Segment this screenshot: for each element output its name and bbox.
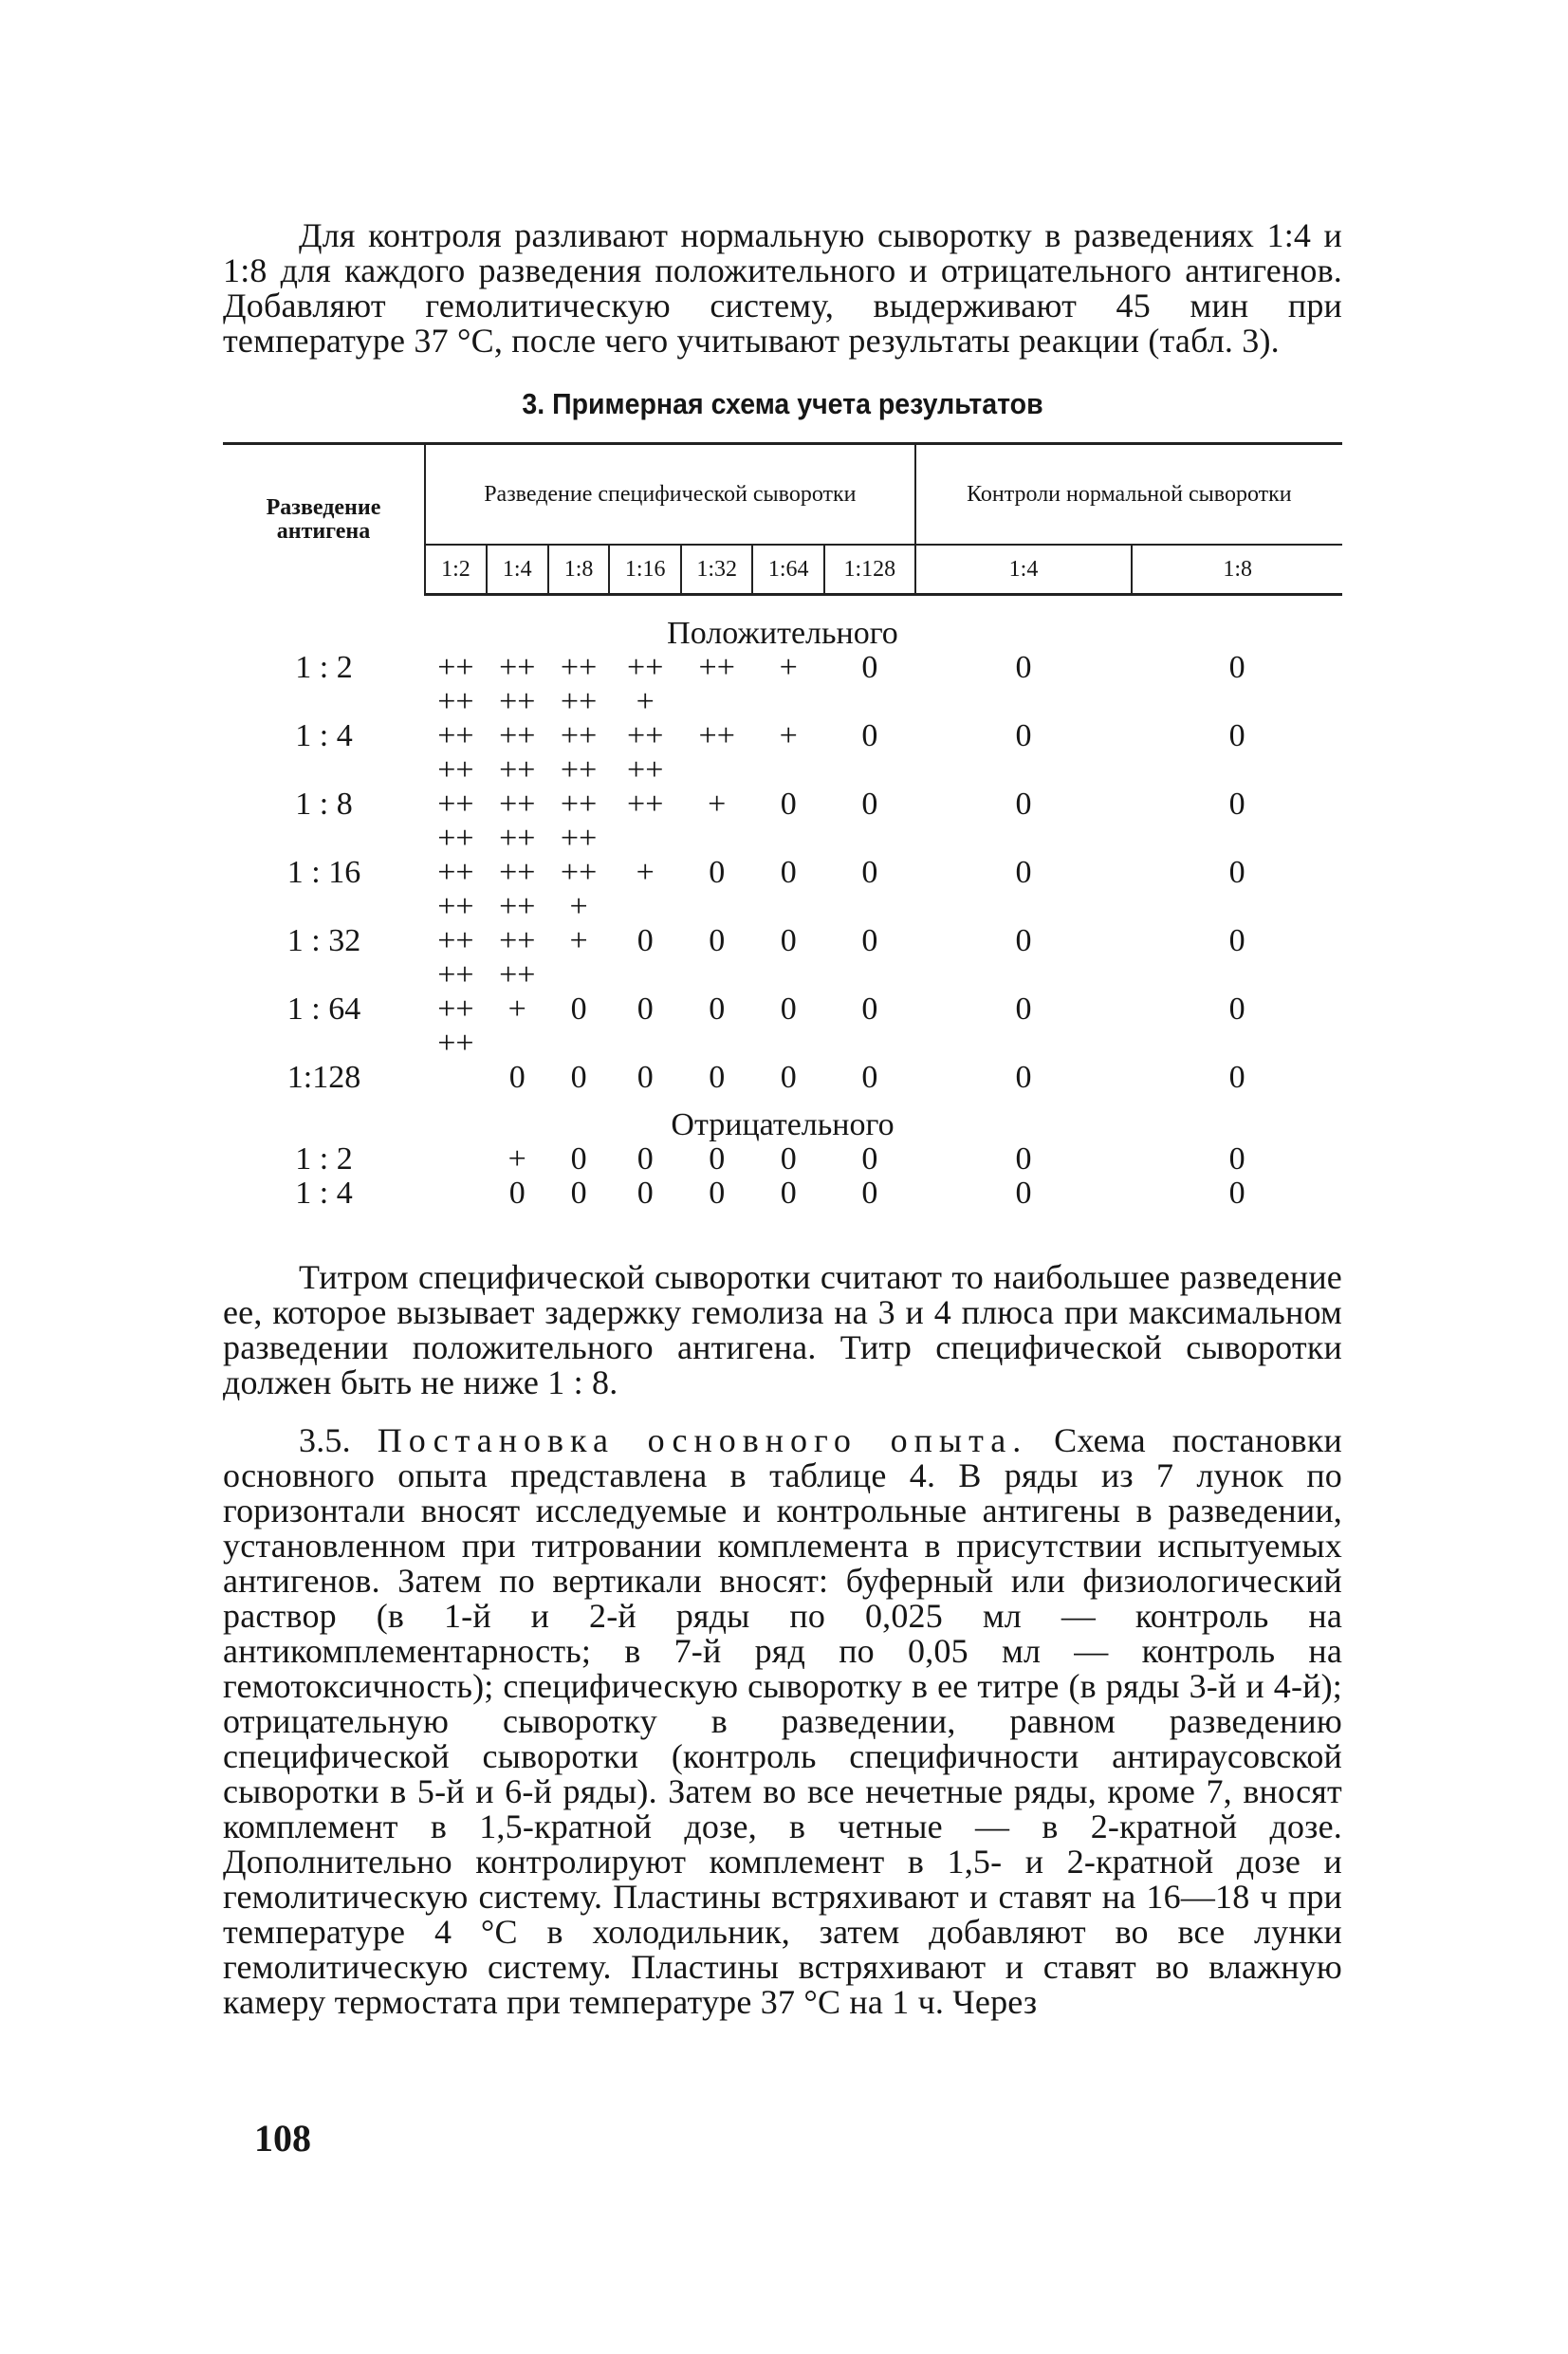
result-cell: 0: [1228, 1176, 1245, 1211]
table-row: [223, 924, 1342, 992]
table-row: [223, 992, 1342, 1061]
dilution-header: 1:4: [487, 545, 548, 595]
result-cell: 0: [1228, 1060, 1245, 1095]
result-cell: 0: [1015, 1141, 1032, 1177]
row-label: 1 : 2: [295, 1141, 353, 1177]
result-cell: ++ +: [560, 855, 598, 924]
result-cell: 0: [709, 1176, 726, 1211]
result-cell: 0: [780, 1141, 797, 1177]
table-row: [223, 788, 1342, 856]
result-cell: 0: [861, 718, 878, 753]
result-cell: 0: [508, 1176, 526, 1211]
result-cell: 0: [780, 923, 797, 958]
result-cell: 0: [1228, 992, 1245, 1027]
result-cell: 0: [861, 650, 878, 685]
negative-group: [223, 1095, 1342, 1211]
header-normal-serum-controls: Контроли нормальной сыворотки: [915, 444, 1342, 546]
result-cell: 0: [570, 1060, 587, 1095]
result-cell: [425, 1177, 487, 1211]
page-body: [223, 218, 1342, 2020]
result-cell: ++ ++: [499, 923, 536, 992]
dilution-header: 1:16: [609, 545, 680, 595]
row-label: 1:128: [286, 1060, 361, 1095]
row-label: 1 : 16: [286, 855, 361, 890]
result-cell: 0: [636, 1176, 654, 1211]
table-row: [223, 1177, 1342, 1211]
result-cell: 0: [709, 992, 726, 1027]
result-cell: +: [708, 787, 727, 822]
result-cell: 0: [1015, 923, 1032, 958]
row-label: 1 : 64: [286, 992, 361, 1027]
page-number: 108: [254, 2117, 311, 2159]
section-number: 3.5.: [299, 1421, 351, 1459]
result-cell: 0: [636, 923, 654, 958]
table-row: [223, 1142, 1342, 1177]
section-title: Постановка основного опыта.: [377, 1421, 1028, 1459]
result-cell: ++ ++: [499, 718, 536, 788]
header-antigen-dilution: Разведение антигена: [223, 444, 425, 595]
result-cell: 0: [1228, 718, 1245, 753]
table-row: [223, 719, 1342, 788]
row-label: 1 : 32: [286, 923, 361, 958]
result-cell: ++ ++: [437, 923, 474, 992]
dilution-header: 1:2: [425, 545, 487, 595]
group-label-negative: Отрицательного: [671, 1107, 895, 1142]
result-cell: ++ ++: [499, 650, 536, 719]
result-cell: ++: [698, 718, 735, 753]
dilution-header: 1:128: [824, 545, 915, 595]
result-cell: ++ ++: [627, 718, 664, 788]
result-cell: ++ ++: [560, 787, 598, 856]
result-cell: 0: [570, 1176, 587, 1211]
result-cell: ++ ++: [499, 787, 536, 856]
result-cell: ++ ++: [437, 650, 474, 719]
result-cell: 0: [636, 1060, 654, 1095]
result-cell: 0: [1015, 992, 1032, 1027]
dilution-header: 1:32: [681, 545, 752, 595]
table-row: [223, 856, 1342, 924]
result-cell: 0: [1015, 718, 1032, 753]
result-cell: 0: [1015, 1176, 1032, 1211]
result-cell: 0: [709, 1060, 726, 1095]
result-cell: ++ ++: [437, 992, 474, 1061]
group-label-positive: Положительного: [667, 616, 898, 651]
result-cell: +: [779, 718, 798, 753]
result-cell: 0: [861, 1141, 878, 1177]
result-cell: 0: [861, 855, 878, 890]
result-cell: 0: [709, 923, 726, 958]
table-caption: 3. Примерная схема учета результатов: [522, 387, 1043, 420]
result-cell: 0: [780, 855, 797, 890]
header-specific-serum: Разведение специфической сыворотки: [425, 444, 915, 546]
result-cell: ++ ++: [437, 787, 474, 856]
result-cell: ++ ++: [437, 718, 474, 788]
titer-paragraph: Титром специфической сыворотки считают то наибольшее разведение ее, которое вызывает задержку гемолиза на 3 и 4 плюса при максимальном разведении положительного антигена. Титр специфической сыворотки должен быть не ниже 1 : 8.: [223, 1258, 1342, 1401]
result-cell: 0: [1015, 855, 1032, 890]
result-cell: 0: [780, 992, 797, 1027]
dilution-header: 1:8: [548, 545, 610, 595]
table-row: [223, 1061, 1342, 1095]
result-cell: 0: [570, 1141, 587, 1177]
result-cell: +: [636, 855, 655, 890]
result-cell: +: [779, 650, 798, 685]
result-cell: 0: [861, 992, 878, 1027]
result-cell: 0: [780, 1060, 797, 1095]
result-cell: +: [507, 1141, 526, 1177]
row-label: 1 : 4: [295, 1176, 353, 1211]
control-dilution-header: 1:4: [915, 545, 1133, 595]
result-cell: 0: [780, 1176, 797, 1211]
result-cell: ++: [698, 650, 735, 685]
result-cell: 0: [1015, 787, 1032, 822]
result-cell: 0: [861, 1060, 878, 1095]
row-label: 1 : 8: [295, 787, 353, 822]
result-cell: [425, 1061, 487, 1095]
control-dilution-header: 1:8: [1132, 545, 1342, 595]
dilution-header: 1:64: [752, 545, 823, 595]
result-cell: 0: [1015, 650, 1032, 685]
result-cell: ++ ++: [499, 855, 536, 924]
result-cell: ++ ++: [437, 855, 474, 924]
result-cell: +: [569, 923, 588, 958]
table-row: [223, 651, 1342, 719]
result-cell: 0: [1228, 855, 1245, 890]
result-cell: +: [507, 992, 526, 1027]
result-cell: 0: [861, 787, 878, 822]
result-cell: 0: [1228, 1141, 1245, 1177]
result-cell: 0: [1015, 1060, 1032, 1095]
row-label: 1 : 4: [295, 718, 353, 753]
intro-paragraph: Для контроля разливают нормальную сыворотку в разведениях 1:4 и 1:8 для каждого разведения положительного и отрицательного антигенов. Добавляют гемолитическую систему, выдерживают 45 мин при температуре 37 °С, после чего учитывают результаты реакции (табл. 3).: [223, 216, 1342, 360]
result-cell: 0: [1228, 923, 1245, 958]
result-cell: ++ ++: [560, 718, 598, 788]
section-paragraph: [223, 1423, 1342, 2020]
result-cell: 0: [861, 923, 878, 958]
result-cell: 0: [636, 992, 654, 1027]
positive-group: [223, 595, 1342, 1096]
row-label: 1 : 2: [295, 650, 353, 685]
result-cell: 0: [709, 1141, 726, 1177]
result-cell: 0: [1228, 787, 1245, 822]
result-cell: 0: [508, 1060, 526, 1095]
result-cell: ++ +: [627, 650, 664, 719]
result-cell: 0: [780, 787, 797, 822]
result-cell: 0: [709, 855, 726, 890]
section-body: Схема постановки основного опыта представлена в таблице 4. В ряды из 7 лунок по горизонтали вносят исследуемые и контрольные антигены в разведении, установленном при титровании комплемента в присутствии испытуемых антигенов. Затем по вертикали вносят: буферный или физиологический раствор (в 1-й и 2-й ряды по 0,025 мл — контроль на антикомплементарность; в 7-й ряд по 0,05 мл — контроль на гемотоксичность); специфическую сыворотку в ее титре (в ряды 3-й и 4-й); отрицательную сыворотку в разведении, равном разведению специфической сыворотки (контроль специфичности антираусовской сыворотки в 5-й и 6-й ряды). Затем во все нечетные ряды, кроме 7, вносят комплемент в 1,5-кратной дозе, в четные — в 2-кратной дозе. Дополнительно контролируют комплемент в 1,5- и 2-кратной дозе и гемолитическую систему. Пластины встряхивают и ставят на 16—18 ч при температуре 4 °С в холодильник, затем добавляют во все лунки гемолитическую систему. Пластины встряхивают и ставят во влажную камеру термостата при температуре 37 °С на 1 ч. Через: [223, 1421, 1343, 2021]
result-cell: [425, 1142, 487, 1177]
result-cell: 0: [570, 992, 587, 1027]
result-cell: ++: [627, 787, 664, 822]
result-cell: 0: [1228, 650, 1245, 685]
result-cell: 0: [861, 1176, 878, 1211]
results-table: [223, 442, 1342, 1211]
result-cell: ++ ++: [560, 650, 598, 719]
result-cell: 0: [636, 1141, 654, 1177]
